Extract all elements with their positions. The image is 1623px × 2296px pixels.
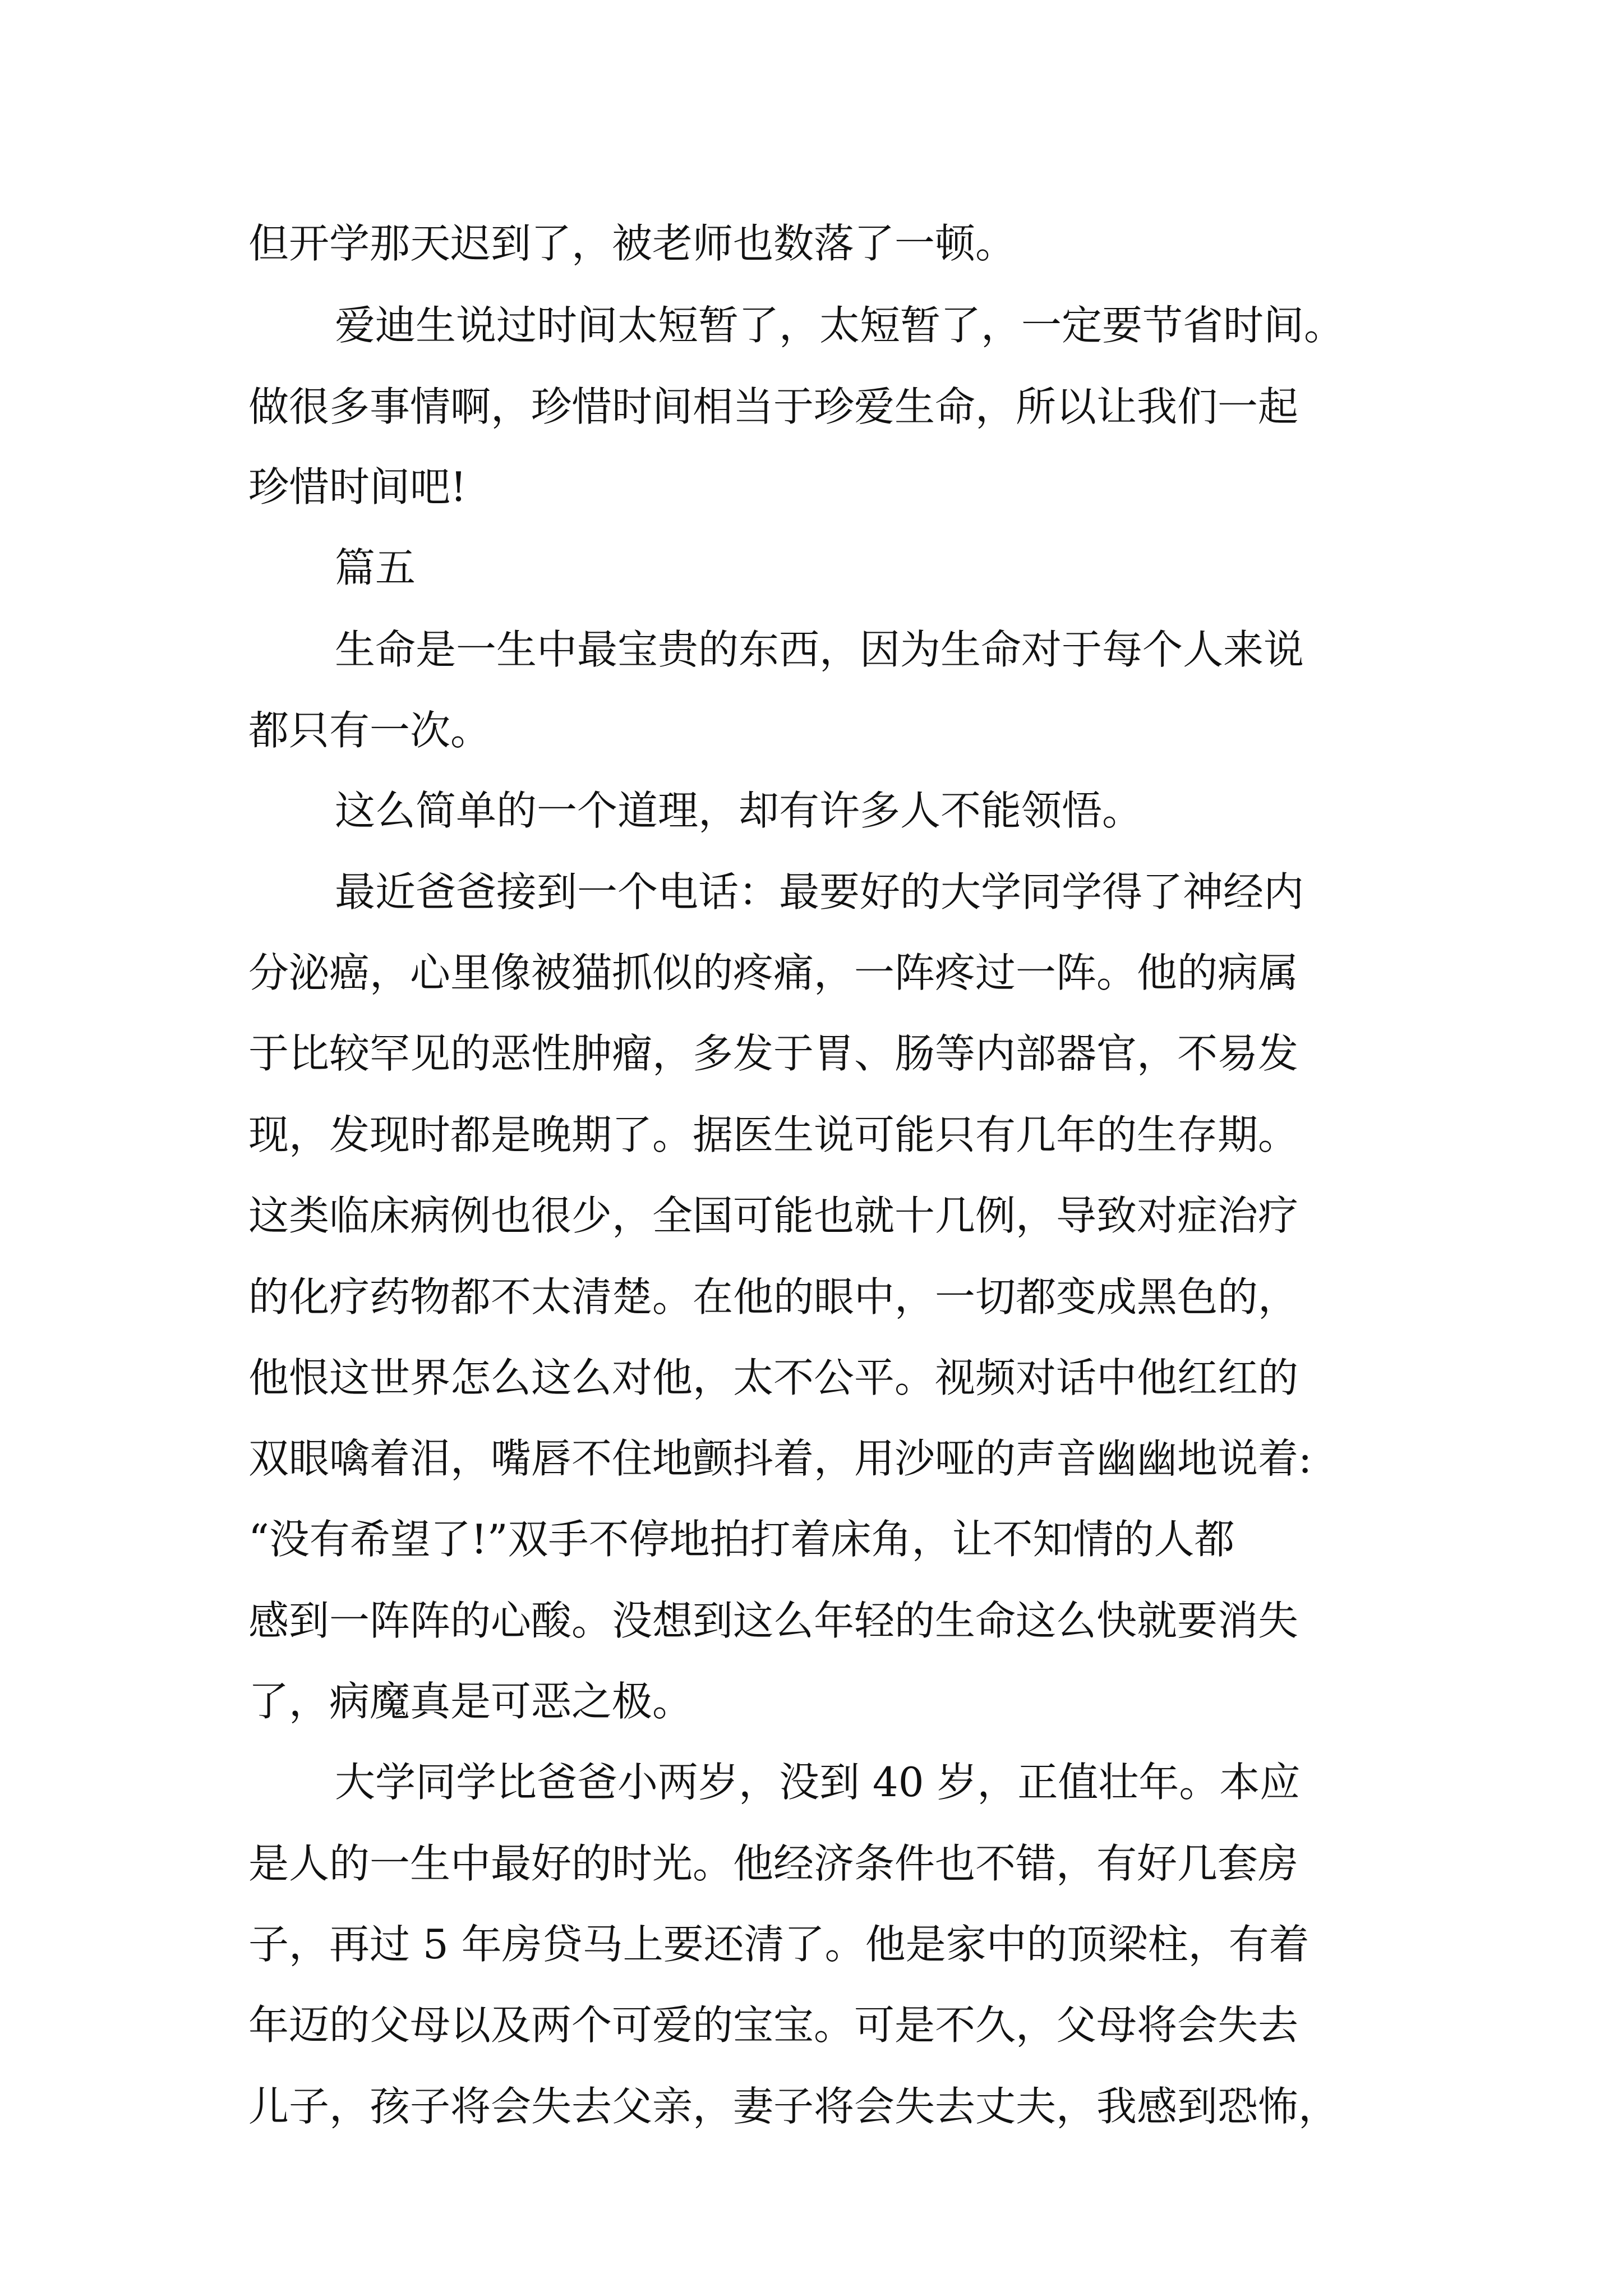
text-line: “没有希望了!”双手不停地拍打着床角，让不知情的人都 bbox=[248, 1516, 1235, 1563]
text-line: 于比较罕见的恶性肿瘤，多发于胃、肠等内部器官，不易发 bbox=[248, 1030, 1299, 1077]
text-line: 儿子，孩子将会失去父亲，妻子将会失去丈夫，我感到恐怖， bbox=[248, 2083, 1339, 2130]
text-line: 双眼噙着泪，嘴唇不住地颤抖着，用沙哑的声音幽幽地说着: bbox=[248, 1435, 1312, 1482]
text-line: 大学同学比爸爸小两岁，没到 40 岁，正值壮年。本应 bbox=[335, 1759, 1301, 1806]
text-line: 感到一阵阵的心酸。没想到这么年轻的生命这么快就要消失 bbox=[248, 1597, 1299, 1644]
text-line: 爱迪生说过时间太短暂了，太短暂了，一定要节省时间。 bbox=[335, 302, 1345, 349]
text-line: 珍惜时间吧! bbox=[248, 463, 467, 510]
text-line: 是人的一生中最好的时光。他经济条件也不错，有好几套房 bbox=[248, 1840, 1299, 1887]
text-line: 这类临床病例也很少，全国可能也就十几例，导致对症治疗 bbox=[248, 1192, 1299, 1239]
text-line: 年迈的父母以及两个可爱的宝宝。可是不久，父母将会失去 bbox=[248, 2001, 1299, 2049]
text-line: 分泌癌，心里像被猫抓似的疼痛，一阵疼过一阵。他的病属 bbox=[248, 949, 1299, 996]
text-line: 做很多事情啊，珍惜时间相当于珍爱生命，所以让我们一起 bbox=[248, 383, 1299, 430]
text-line: 但开学那天迟到了，被老师也数落了一顿。 bbox=[248, 220, 1016, 267]
text-line: 生命是一生中最宝贵的东西，因为生命对于每个人来说 bbox=[335, 626, 1304, 673]
text-line: 他恨这世界怎么这么对他，太不公平。视频对话中他红红的 bbox=[248, 1354, 1299, 1401]
text-line: 现，发现时都是晚期了。据医生说可能只有几年的生存期。 bbox=[248, 1111, 1299, 1158]
text-line: 的化疗药物都不太清楚。在他的眼中，一切都变成黑色的， bbox=[248, 1273, 1299, 1320]
text-line: 了，病魔真是可恶之极。 bbox=[248, 1678, 693, 1725]
text-line: 子，再过 5 年房贷马上要还清了。他是家中的顶梁柱，有着 bbox=[248, 1921, 1310, 1968]
text-line: 都只有一次。 bbox=[248, 707, 491, 754]
section-heading: 篇五 bbox=[335, 544, 416, 591]
text-line: 最近爸爸接到一个电话：最要好的大学同学得了神经内 bbox=[335, 868, 1304, 915]
text-line: 这么简单的一个道理，却有许多人不能领悟。 bbox=[335, 787, 1143, 834]
